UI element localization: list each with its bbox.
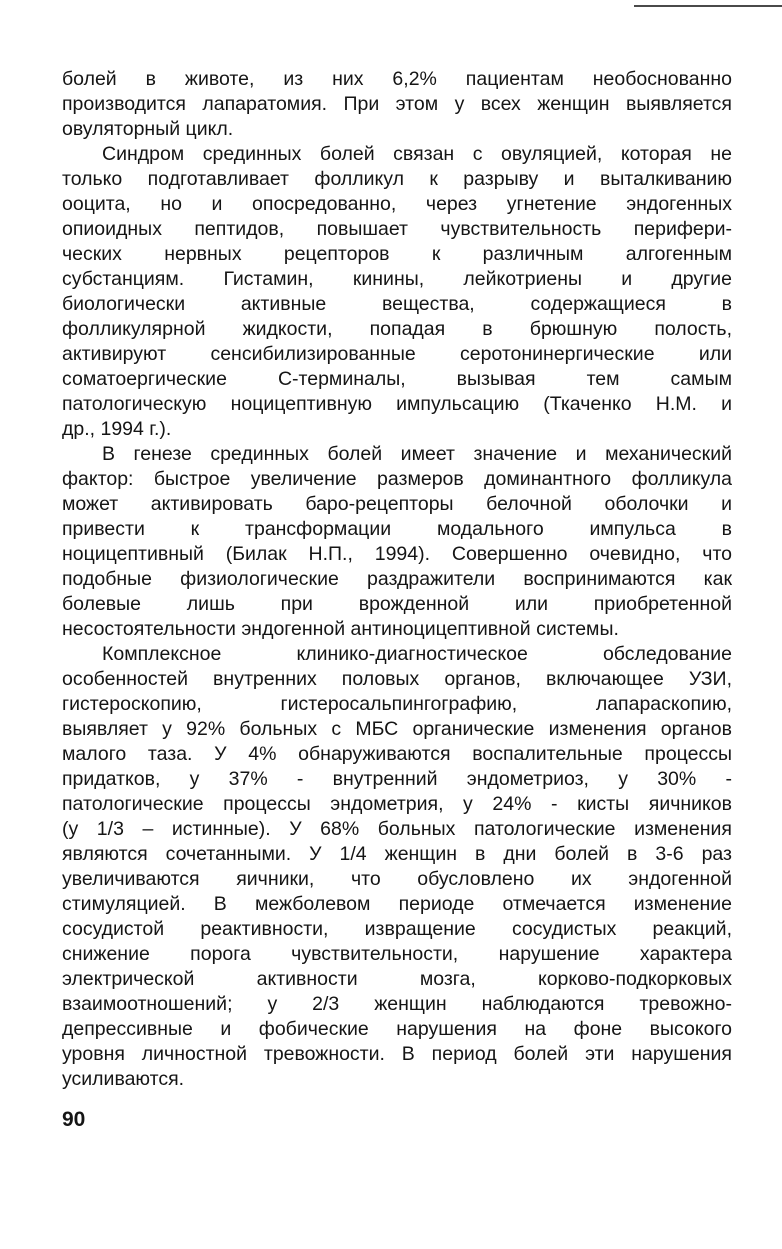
text-line: выявляет у 92% больных с МБС органические изменения органов bbox=[62, 718, 732, 740]
text-line: ческих нервных рецепторов к различным алгогенным bbox=[62, 243, 732, 265]
text-line: снижение порога чувствительности, нарушение характера bbox=[62, 943, 732, 965]
text-line: только подготавливает фолликул к разрыву и выталкиванию bbox=[62, 168, 732, 190]
text-line: В генезе срединных болей имеет значение и механический bbox=[102, 443, 732, 465]
text-line: фолликулярной жидкости, попадая в брюшную полость, bbox=[62, 318, 732, 340]
text-line: электрической активности мозга, корково-подкорковых bbox=[62, 968, 732, 990]
text-line: стимуляцией. В межболевом периоде отмечается изменение bbox=[62, 893, 732, 915]
text-line: являются сочетанными. У 1/4 женщин в дни болей в 3-6 раз bbox=[62, 843, 732, 865]
text-line: сосудистой реактивности, извращение сосудистых реакций, bbox=[62, 918, 732, 940]
text-line: биологически активные вещества, содержащиеся в bbox=[62, 293, 732, 315]
text-line: фактор: быстрое увеличение размеров доминантного фолликула bbox=[62, 468, 732, 490]
text-line: болей в животе, из них 6,2% пациентам необоснованно bbox=[62, 68, 732, 90]
text-line: гистероскопию, гистеросальпингографию, лапараскопию, bbox=[62, 693, 732, 715]
text-line: привести к трансформации модального импульса в bbox=[62, 518, 732, 540]
text-line: взаимоотношений; у 2/3 женщин наблюдаются тревожно- bbox=[62, 993, 732, 1015]
text-line: болевые лишь при врожденной или приобретенной bbox=[62, 593, 732, 615]
text-line: придатков, у 37% - внутренний эндометриоз, у 30% - bbox=[62, 768, 732, 790]
text-line: Синдром срединных болей связан с овуляцией, которая не bbox=[102, 143, 732, 165]
text-line: (у 1/3 – истинные). У 68% больных патологические изменения bbox=[62, 818, 732, 840]
text-line: патологические процессы эндометрия, у 24% - кисты яичников bbox=[62, 793, 732, 815]
text-line: особенностей внутренних половых органов, включающее УЗИ, bbox=[62, 668, 732, 690]
text-line: несостоятельности эндогенной антиноцицептивной системы. bbox=[62, 618, 619, 640]
text-line: уровня личностной тревожности. В период болей эти нарушения bbox=[62, 1043, 732, 1065]
text-line: ноцицептивный (Билак Н.П., 1994). Совершенно очевидно, что bbox=[62, 543, 732, 565]
text-line: может активировать баро-рецепторы белочной оболочки и bbox=[62, 493, 732, 515]
text-line: опиоидных пептидов, повышает чувствительность перифери- bbox=[62, 218, 732, 240]
text-line: Комплексное клинико-диагностическое обследование bbox=[102, 643, 732, 665]
page-number: 90 bbox=[62, 1108, 86, 1131]
text-line: др., 1994 г.). bbox=[62, 418, 172, 440]
text-line: ооцита, но и опосредованно, через угнетение эндогенных bbox=[62, 193, 732, 215]
page-text bbox=[62, 67, 732, 1092]
text-line: подобные физиологические раздражители воспринимаются как bbox=[62, 568, 732, 590]
text-line: увеличиваются яичники, что обусловлено их эндогенной bbox=[62, 868, 732, 890]
text-line: малого таза. У 4% обнаруживаются воспалительные процессы bbox=[62, 743, 732, 765]
text-line: производится лапаратомия. При этом у всех женщин выявляется bbox=[62, 93, 732, 115]
top-rule bbox=[634, 5, 782, 7]
text-line: овуляторный цикл. bbox=[62, 118, 234, 140]
text-line: активируют сенсибилизированные серотонинергические или bbox=[62, 343, 732, 365]
text-line: субстанциям. Гистамин, кинины, лейкотриены и другие bbox=[62, 268, 732, 290]
text-line: усиливаются. bbox=[62, 1068, 185, 1090]
text-line: соматоергические С-терминалы, вызывая тем самым bbox=[62, 368, 732, 390]
text-line: депрессивные и фобические нарушения на фоне высокого bbox=[62, 1018, 732, 1040]
text-line: патологическую ноцицептивную импульсацию (Ткаченко Н.М. и bbox=[62, 393, 732, 415]
